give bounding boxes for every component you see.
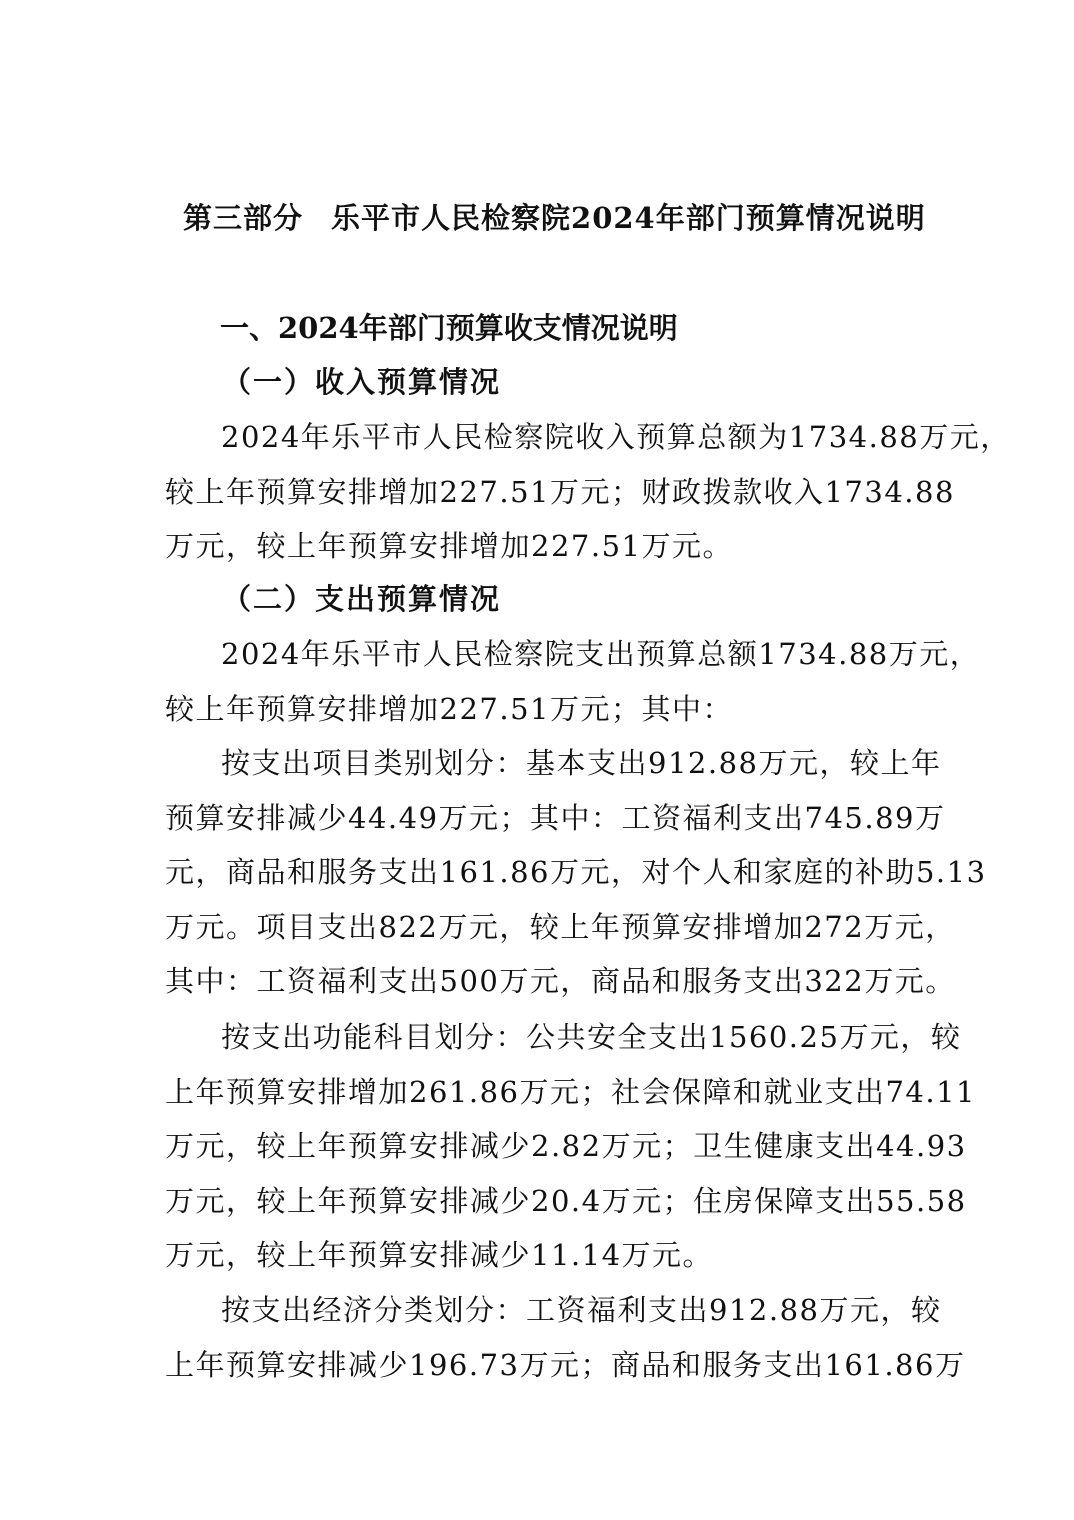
text-line: 按支出经济分类划分：工资福利支出912.88万元，较 xyxy=(221,1293,942,1327)
text-line: 上年预算安排增加261.86万元；社会保障和就业支出74.11 xyxy=(165,1074,976,1109)
subsection-heading-expense: （二）支出预算情况 xyxy=(222,582,502,616)
text-line: 万元，较上年预算安排减少2.82万元；卫生健康支出44.93 xyxy=(165,1129,967,1163)
text-line: 万元，较上年预算安排增加227.51万元。 xyxy=(165,529,733,563)
text-line: 万元。项目支出822万元，较上年预算安排增加272万元， xyxy=(165,909,956,944)
document-title xyxy=(183,196,926,237)
text-line: 万元，较上年预算安排减少20.4万元；住房保障支出55.58 xyxy=(165,1183,967,1218)
text-line: 万元，较上年预算安排减少11.14万元。 xyxy=(165,1238,714,1272)
text-line: 较上年预算安排增加227.51万元；其中： xyxy=(165,691,733,726)
text-line: 元，商品和服务支出161.86万元，对个人和家庭的补助5.13 xyxy=(165,855,987,889)
text-line: 上年预算安排减少196.73万元；商品和服务支出161.86万 xyxy=(165,1347,966,1382)
paragraph-by-function xyxy=(165,1010,976,1283)
text-line: 按支出项目类别划分：基本支出912.88万元，较上年 xyxy=(221,746,942,780)
paragraph-income xyxy=(165,410,1011,574)
text-line: 2024年乐平市人民检察院收入预算总额为1734.88万元， xyxy=(221,420,1011,454)
paragraph-by-project-type xyxy=(165,736,987,1009)
subsection-heading-income: （一）收入预算情况 xyxy=(222,365,502,399)
text-line: 其中：工资福利支出500万元，商品和服务支出322万元。 xyxy=(165,964,956,998)
section-heading: 一、2024年部门预算收支情况说明 xyxy=(220,311,678,345)
text-line: 2024年乐平市人民检察院支出预算总额1734.88万元， xyxy=(221,637,981,671)
text-line: 较上年预算安排增加227.51万元；财政拨款收入1734.88 xyxy=(165,474,955,509)
title-part: 第三部分 xyxy=(183,201,304,235)
text-line: 预算安排减少44.49万元；其中：工资福利支出745.89万 xyxy=(165,800,946,835)
paragraph-by-economic-class xyxy=(165,1283,966,1392)
text-line: 按支出功能科目划分：公共安全支出1560.25万元，较 xyxy=(221,1020,962,1054)
paragraph-expense-total xyxy=(165,627,981,736)
title-main: 乐平市人民检察院2024年部门预算情况说明 xyxy=(331,201,926,235)
